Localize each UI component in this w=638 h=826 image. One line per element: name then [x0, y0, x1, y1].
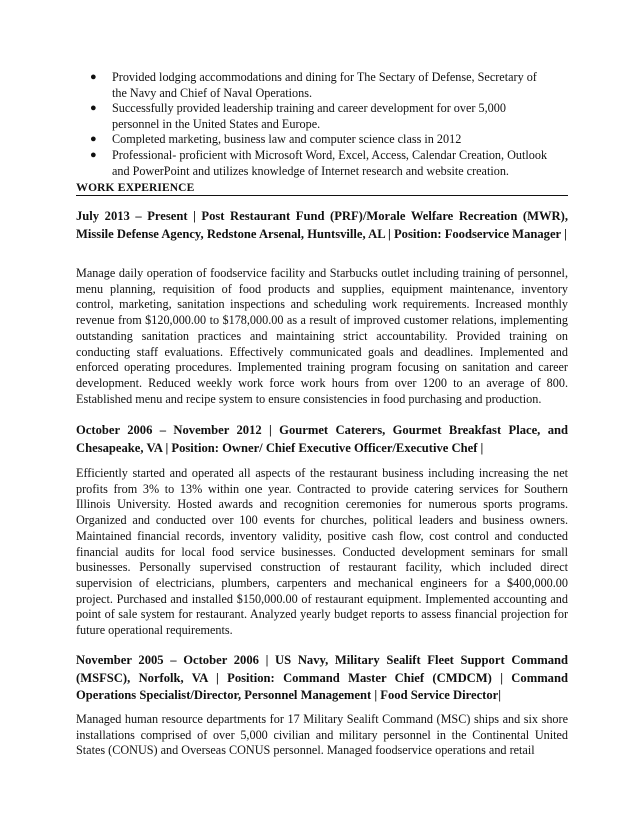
job-description: Efficiently started and operated all aspects of the restaurant business including increasing the net profits from 3% to 13% within one year. Contracted to provide catering services for Southern Illinois University. Hosted awards and recognition ceremonies for numerous sports programs. Organized and conducted over 100 events for churches, political leaders and business owners. Maintained financial records, inventory validity, positive cash flow, cost control and conducted financial audits for local food service businesses. Conducted development seminars for small businesses. Personally supervised construction of restaurant facility, which included direct supervision of electricians, plumbers, carpenters and mechanical engineers for a $400,000.00 project. Purchased and installed $150,000.00 of restaurant equipment. Implemented accounting and point of sale system for restaurant. Analyzed yearly budget reports to assess financial projection for future operational requirements. [76, 466, 568, 638]
work-experience-heading: WORK EXPERIENCE [76, 180, 568, 196]
bullet-line-2: the Navy and Chief of Naval Operations. [112, 85, 313, 100]
bullet-line-1: Provided lodging accommodations and dining for The Sectary of Defense, Secretary of [112, 70, 537, 84]
bullet-item [82, 132, 572, 148]
skills-bullet-list [82, 70, 572, 179]
job-title: November 2005 – October 2006 | US Navy, Military Sealift Fleet Support Command (MSFSC), Norfolk, VA | Position: Command Master Chief (CMDCM) | Command Operations Specialist/Director, Personnel Management | Food Service Director| [76, 653, 568, 702]
bullet-item [82, 70, 572, 101]
job-title: July 2013 – Present | Post Restaurant Fund (PRF)/Morale Welfare Recreation (MWR), Missile Defense Agency, Redstone Arsenal, Huntsville, AL | Position: Foodservice Manager | [76, 209, 568, 241]
bullet-line-1: Successfully provided leadership training and career development for over 5,000 [112, 101, 506, 116]
bullet-icon: ● [90, 133, 97, 146]
job-entry-2 [76, 422, 568, 457]
bullet-icon: ● [90, 148, 97, 161]
job-description: Managed human resource departments for 17 Military Sealift Command (MSC) ships and six shore installations comprised of over 5,000 civilian and military personnel in the Continental United States (CONUS) and Overseas CONUS personnel. Managed foodservice operations and retail [76, 712, 568, 758]
bullet-icon: ● [90, 102, 97, 115]
job-entry-3 [76, 652, 568, 705]
bullet-line-1: Professional- proficient with Microsoft Word, Excel, Access, Calendar Creation, Outlook [112, 147, 548, 162]
bullet-line-2: personnel in the United States and Europe. [112, 116, 321, 131]
job-description-3 [76, 712, 568, 759]
bullet-line-1: Completed marketing, business law and computer science class in 2012 [112, 132, 462, 147]
bullet-line-2: and PowerPoint and utilizes knowledge of Internet research and website creation. [112, 163, 509, 178]
job-description: Manage daily operation of foodservice facility and Starbucks outlet including training of personnel, menu planning, requisition of food products and supplies, equipment maintenance, inventory control, marketing, sanitation inspections and scheduling work requirements. Increased monthly revenue from $120,000.00 to $178,000.00 as a result of improved customer relations, implementing outstanding sanitation practices and maintaining strict accountability. Provided training on conducting staff evaluations. Effectively communicated goals and deadlines. Implemented and enforced operating procedures. Implemented training program focusing on sanitation and career development. Reduced weekly work force work hours from over 1200 to an average of 800. Established menu and recipe system to ensure consistencies in food purchasing and production. [76, 266, 568, 406]
bullet-item [82, 101, 572, 132]
job-description-1 [76, 266, 568, 407]
job-title: October 2006 – November 2012 | Gourmet Caterers, Gourmet Breakfast Place, and Chesapeake, VA | Position: Owner/ Chief Executive Officer/Executive Chef | [76, 423, 568, 455]
bullet-item [82, 148, 572, 179]
bullet-icon: ● [90, 71, 97, 83]
job-description-2 [76, 466, 568, 639]
job-entry-1 [76, 208, 568, 243]
